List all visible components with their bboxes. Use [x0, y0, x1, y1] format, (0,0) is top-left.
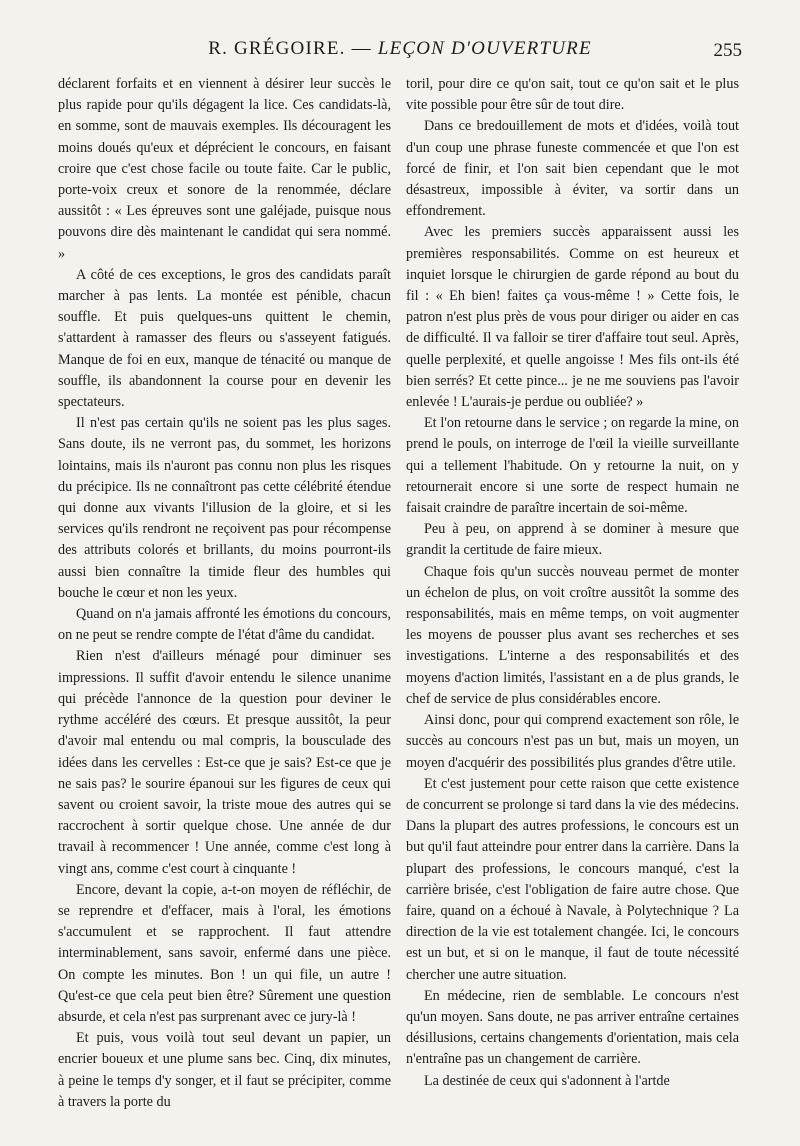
- paragraph: Et c'est justement pour cette raison que cette existence de concurrent se prolonge si tard dans la vie des médecins. Dans la plupart des autres professions, le concours est un but qu'il faut atteindre pour entrer dans la carrière. Dans la plupart des professions, le concours manqué, c'est la carrière brisée, c'est l'obligation de faire autre chose. Que faire, quand on a échoué à Navale, à Polytechnique ? La direction de la vie est totalement changée. Ici, le concours est un but, et si on le manque, il faut de toute nécessité chercher une autre situation.: [406, 775, 739, 983]
- paragraph: Rien n'est d'ailleurs ménagé pour diminuer ses impressions. Il suffit d'avoir entendu le silence unanime qui précède l'annonce de la question pour deviner le rythme accéléré des cœurs. Et presque aussitôt, la peur d'avoir mal entendu ou mal compris, la bousculade des idées dans les cervelles : Est-ce que je sais? Est-ce que je ne sais pas? le sourire épanoui sur les figures de ceux qui savent ou croient savoir, la triste moue des autres qui se raccrochent à sortir quelque chose. Une année de dur travail à recommencer ! Une année, comme c'est long à vingt ans, comme c'est court à cinquante !: [58, 648, 391, 877]
- page-header: [58, 38, 742, 72]
- paragraph: La destinée de ceux qui s'adonnent à l'artde: [424, 1072, 670, 1089]
- left-column: [58, 74, 391, 1113]
- page-number: 255: [713, 40, 742, 61]
- paragraph: Ainsi donc, pour qui comprend exactement son rôle, le succès au concours n'est pas un but, mais un moyen, un moyen d'acquérir des possibilités plus grandes d'être utile.: [406, 712, 739, 771]
- right-column: [406, 74, 739, 1092]
- paragraph: En médecine, rien de semblable. Le concours n'est qu'un moyen. Sans doute, ne pas arriver entraîne certaines désillusions, certains changements d'orientation, mais cela n'entraîne pas un changement de carrière.: [406, 987, 739, 1068]
- running-head-author: R. GRÉGOIRE.: [208, 38, 346, 59]
- paragraph: Et puis, vous voilà tout seul devant un papier, un encrier boueux et une plume sans bec. Cinq, dix minutes, à peine le temps d'y songer, et il faut se précipiter, comme à travers la porte du: [58, 1030, 391, 1110]
- paragraph: Et l'on retourne dans le service ; on regarde la mine, on prend le pouls, on interroge de l'œil la vieille surveillante qui a tellement l'habitude. On y retourne la nuit, on y retournerait encore si une sorte de respect humain ne faisait craindre de paraître incertain de soi-même.: [406, 415, 739, 517]
- running-head-title: LEÇON D'OUVERTURE: [377, 38, 592, 59]
- paragraph: A côté de ces exceptions, le gros des candidats paraît marcher à pas lents. La montée est pénible, chacun souffle. Et puis quelques-uns quittent le chemin, s'attardent à ramasser des fleurs ou s'asseyent fatigués. Manque de foi en eux, manque de ténacité ou manque de souffle, ils abandonnent la course pour en devenir les spectateurs.: [58, 266, 391, 411]
- paragraph: toril, pour dire ce qu'on sait, tout ce qu'on sait et le plus vite possible pour être sûr de tout dire.: [406, 76, 739, 114]
- paragraph: Peu à peu, on apprend à se dominer à mesure que grandit la certitude de faire mieux.: [406, 521, 739, 559]
- paragraph: Dans ce bredouillement de mots et d'idées, voilà tout d'un coup une phrase funeste commencée et que l'on est forcé de finir, et l'on sait bien cependant que le mot désastreux, impossible à éviter, va sortir dans un effondrement.: [406, 118, 739, 220]
- paragraph: déclarent forfaits et en viennent à désirer leur succès le plus rapide pour qu'ils dégagent la lice. Ces candidats-là, en somme, sont de mauvais exemples. Ils découragent les moins doués qu'eux et déprécient le concours, en faisant croire que c'est chose facile ou toute faite. Car le public, porte-voix creux et sonore de la renommée, déclare aussitôt : « Les épreuves sont une galéjade, puisque nous pouvons dire dès maintenant le candidat qui sera nommé. »: [58, 76, 391, 262]
- paragraph: Avec les premiers succès apparaissent aussi les premières responsabilités. Comme on est heureux et inquiet lorsque le chirurgien de garde répond au bout du fil : « Eh bien! faites ça vous-même ! » Cette fois, le patron n'est plus près de vous pour diriger ou aider en cas de difficulté. Il va falloir se tirer d'affaire tout seul. Après, quelle perplexité, et quelle angoisse ! Mes fils ont-ils été bien serrés? Et cette pince... je ne me souviens pas l'avoir enlevée ! L'aurais-je perdue ou oubliée? »: [406, 224, 739, 411]
- paragraph: Quand on n'a jamais affronté les émotions du concours, on ne peut se rendre compte de l'état d'âme du candidat.: [58, 606, 391, 644]
- paragraph: Il n'est pas certain qu'ils ne soient pas les plus sages. Sans doute, ils ne verront pas, du sommet, les horizons lointains, mais ils n'auront pas connu non plus les risques du précipice. Ils ne connaîtront pas cette célébrité étendue qui donne aux vivants l'illusion de la gloire, et si les services qu'ils rendront ne reçoivent pas pour récompense des attributs colorés et brillants, du moins pourront-ils aussi bien connaître la timide fleur des humbles qui bouche le cœur et non les yeux.: [58, 415, 391, 601]
- running-head: [208, 38, 592, 60]
- paragraph: Encore, devant la copie, a-t-on moyen de réfléchir, de se reprendre et d'effacer, mais à l'oral, les émotions s'accumulent et se rapprochent. Il faut attendre interminablement, sans savoir, enfermé dans une pièce. On compte les minutes. Bon ! un qui file, un autre ! Qu'est-ce que cela peut bien être? Sûrement une question absurde, et cela n'est pas surprenant avec ce jury-là !: [58, 881, 391, 1025]
- running-head-dash: —: [351, 38, 372, 59]
- paragraph: Chaque fois qu'un succès nouveau permet de monter un échelon de plus, on voit croître aussitôt la somme des responsabilités, mais en même temps, on voit augmenter les moyens de pousser plus avant ses recherches et ses investigations. L'interne a des responsabilités et des moyens d'action limités, l'assistant en a de plus grands, le chef de service de plus considérables encore.: [406, 563, 739, 707]
